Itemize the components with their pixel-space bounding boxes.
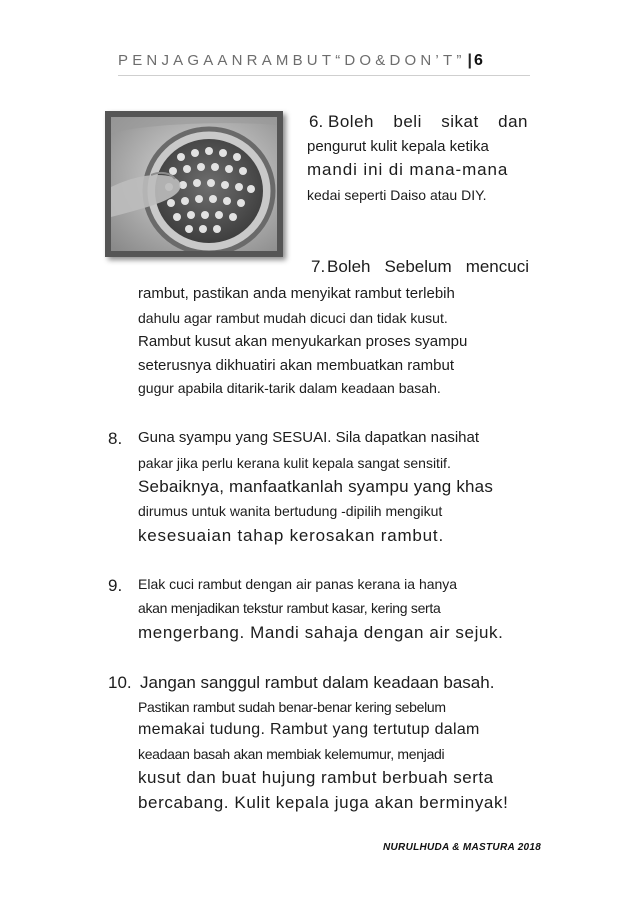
item-6-line-4: kedai seperti Daiso atau DIY. bbox=[307, 187, 487, 203]
item-10-number: 10. bbox=[108, 673, 132, 692]
item-6-line-1: Boleh beli sikat dan bbox=[328, 112, 528, 131]
item-8-line-3: Sebaiknya, manfaatkanlah syampu yang khas bbox=[138, 477, 494, 496]
item-7-line-6: gugur apabila ditarik-tarik dalam keadaan basah. bbox=[138, 380, 441, 396]
item-6-number: 6. bbox=[309, 112, 324, 131]
item-9-number: 9. bbox=[108, 576, 123, 595]
page-header bbox=[118, 52, 530, 70]
item-7-number: 7. bbox=[311, 257, 326, 276]
item-10-line-3: memakai tudung. Rambut yang tertutup dalam bbox=[138, 721, 480, 738]
item-9-line-3: mengerbang. Mandi sahaja dengan air sejuk. bbox=[138, 623, 504, 642]
item-8-line-2: pakar jika perlu kerana kulit kepala sangat sensitif. bbox=[138, 455, 451, 471]
header-divider bbox=[118, 75, 530, 76]
header-title: PENJAGAANRAMBUT“DO&DON’T” bbox=[118, 52, 466, 69]
item-8-line-1: Guna syampu yang SESUAI. Sila dapatkan nasihat bbox=[138, 429, 480, 446]
item-9-line-2: akan menjadikan tekstur rambut kasar, kering serta bbox=[138, 600, 441, 616]
scalp-massage-brush-photo-icon bbox=[111, 117, 277, 251]
item-8-line-5: kesesuaian tahap kerosakan rambut. bbox=[138, 526, 444, 545]
page-number: 6 bbox=[474, 52, 483, 69]
item-7-line-1: Boleh Sebelum mencuci bbox=[327, 257, 529, 276]
item-8-number: 8. bbox=[108, 429, 123, 448]
item-10-line-6: bercabang. Kulit kepala juga akan berminyak! bbox=[138, 793, 509, 812]
item-7-line-3: dahulu agar rambut mudah dicuci dan tidak kusut. bbox=[138, 310, 448, 326]
item-10-line-1: Jangan sanggul rambut dalam keadaan basah. bbox=[140, 673, 495, 692]
item-7-line-5: seterusnya dikhuatiri akan membuatkan rambut bbox=[138, 357, 454, 374]
item-9-line-1: Elak cuci rambut dengan air panas kerana ia hanya bbox=[138, 576, 458, 592]
footer-credit: NURULHUDA & MASTURA 2018 bbox=[383, 842, 542, 853]
item-6-line-3: mandi ini di mana-mana bbox=[307, 160, 509, 179]
item-10-line-5: kusut dan buat hujung rambut berbuah serta bbox=[138, 768, 494, 787]
item-8-line-4: dirumus untuk wanita bertudung -dipilih mengikut bbox=[138, 503, 443, 519]
item-7-line-4: Rambut kusut akan menyukarkan proses syampu bbox=[138, 333, 468, 350]
item-10-line-2: Pastikan rambut sudah benar-benar kering sebelum bbox=[138, 699, 446, 715]
scalp-brush-photo bbox=[105, 111, 283, 257]
item-6-line-2: pengurut kulit kepala ketika bbox=[307, 138, 489, 155]
item-7-line-2: rambut, pastikan anda menyikat rambut terlebih bbox=[138, 285, 455, 302]
header-separator: | bbox=[467, 52, 472, 69]
item-10-line-4: keadaan basah akan membiak kelemumur, menjadi bbox=[138, 746, 445, 762]
